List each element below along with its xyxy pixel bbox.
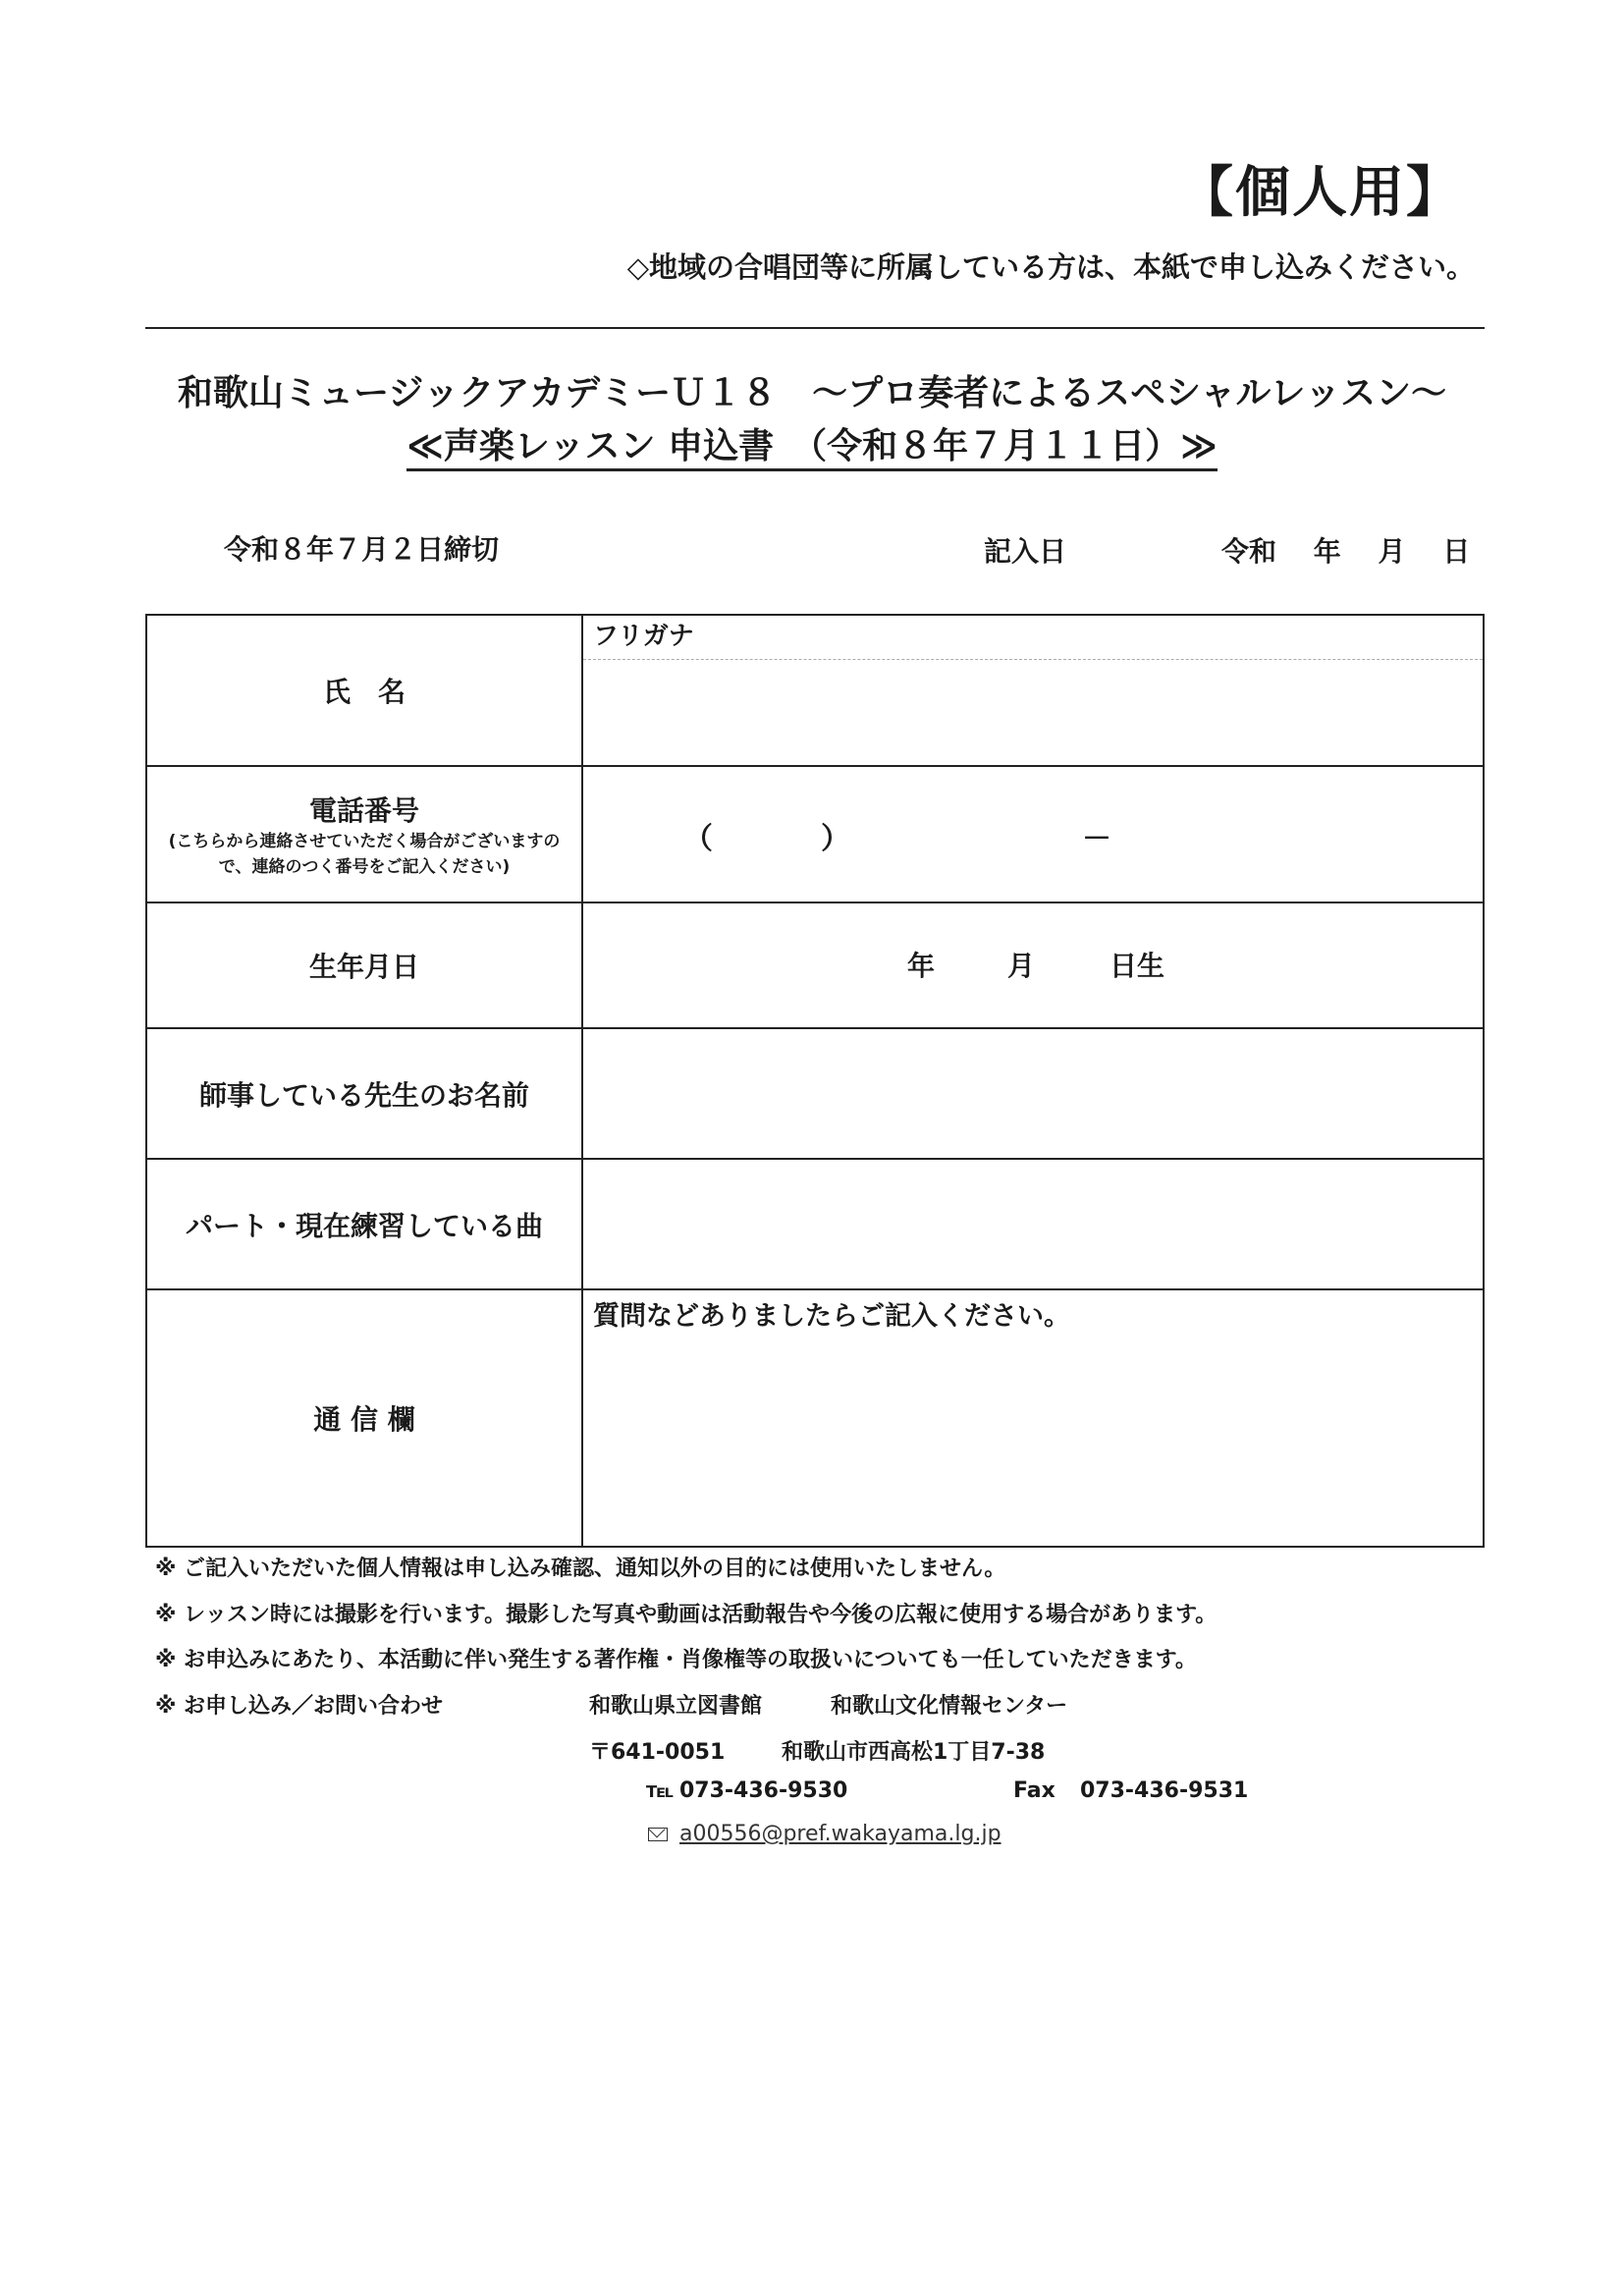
deadline: 令和８年７月２日締切 xyxy=(224,533,500,566)
memo-field[interactable] xyxy=(582,1289,1484,1547)
contact-address: 和歌山市西高松1丁目7-38 xyxy=(782,1740,1046,1765)
birthdate-field[interactable] xyxy=(582,902,1484,1028)
phone-note: (こちらから連絡させていただく場合がございますので、連絡のつく番号をご記入ください) xyxy=(168,831,561,877)
contact-postal: 〒641-0051 xyxy=(589,1740,726,1765)
contact-org-center: 和歌山文化情報センター xyxy=(831,1694,1068,1719)
fax-label: Fax xyxy=(1013,1778,1056,1803)
teacher-field[interactable] xyxy=(582,1028,1484,1159)
memo-hint: 質問などありましたらご記入ください。 xyxy=(593,1301,1070,1332)
application-form-table xyxy=(145,614,1485,1548)
phone-dash: － xyxy=(1082,822,1111,856)
envelope-icon xyxy=(648,1828,668,1841)
part-field[interactable] xyxy=(582,1159,1484,1289)
contact-label: ※ お申し込み／お問い合わせ xyxy=(155,1694,444,1719)
birth-year-unit: 年 xyxy=(907,950,936,982)
birth-day-unit: 日生 xyxy=(1110,950,1165,982)
tel-number[interactable]: 073-436-9530 xyxy=(679,1778,848,1803)
email-link[interactable]: a00556@pref.wakayama.lg.jp xyxy=(679,1822,1001,1846)
name-row xyxy=(146,615,1484,766)
tel-label: ℡ xyxy=(646,1778,675,1803)
form-title-text: ≪声楽レッスン 申込書 （令和８年７月１１日）≫ xyxy=(406,426,1218,471)
entry-date-field[interactable]: 令和 年 月 日 xyxy=(1221,535,1471,568)
phone-label: 電話番号 xyxy=(308,793,419,827)
phone-row xyxy=(146,766,1484,902)
memo-row xyxy=(146,1289,1484,1547)
furigana-divider xyxy=(583,659,1483,660)
choir-member-notice: ◇地域の合唱団等に所属している方は、本紙で申し込みください。 xyxy=(626,250,1475,284)
phone-paren-close: ） xyxy=(821,822,850,856)
note-copyright: ※ お申込みにあたり、本活動に伴い発生する著作権・肖像権等の取扱いについても一任していただきます。 xyxy=(155,1648,1197,1672)
birthdate-row xyxy=(146,902,1484,1028)
furigana-label: フリガナ xyxy=(593,622,694,651)
memo-label: 通 信 欄 xyxy=(146,1289,582,1547)
contact-org-library: 和歌山県立図書館 xyxy=(589,1694,763,1719)
teacher-label: 師事している先生のお名前 xyxy=(146,1028,582,1159)
fax-number: 073-436-9531 xyxy=(1080,1778,1249,1803)
birth-month-unit: 月 xyxy=(1007,950,1036,982)
name-label: 氏 名 xyxy=(146,615,582,766)
part-row xyxy=(146,1159,1484,1289)
phone-paren-open: （ xyxy=(683,822,713,856)
name-field[interactable] xyxy=(582,615,1484,766)
event-title: 和歌山ミュージックアカデミーＵ１８ ～プロ奏者によるスペシャルレッスン～ xyxy=(177,373,1447,413)
email-line xyxy=(648,1822,1001,1846)
phone-label-cell xyxy=(146,766,582,902)
phone-field[interactable] xyxy=(582,766,1484,902)
note-photography: ※ レッスン時には撮影を行います。撮影した写真や動画は活動報告や今後の広報に使用する場合があります。 xyxy=(155,1603,1218,1627)
part-label: パート・現在練習している曲 xyxy=(146,1159,582,1289)
teacher-row xyxy=(146,1028,1484,1159)
form-title xyxy=(0,418,1624,468)
form-type-tag: 【個人用】 xyxy=(1178,161,1463,225)
birthdate-label: 生年月日 xyxy=(146,902,582,1028)
entry-date-label: 記入日 xyxy=(984,535,1067,568)
divider-rule xyxy=(145,327,1485,329)
note-privacy: ※ ご記入いただいた個人情報は申し込み確認、通知以外の目的には使用いたしません。 xyxy=(155,1557,1006,1581)
